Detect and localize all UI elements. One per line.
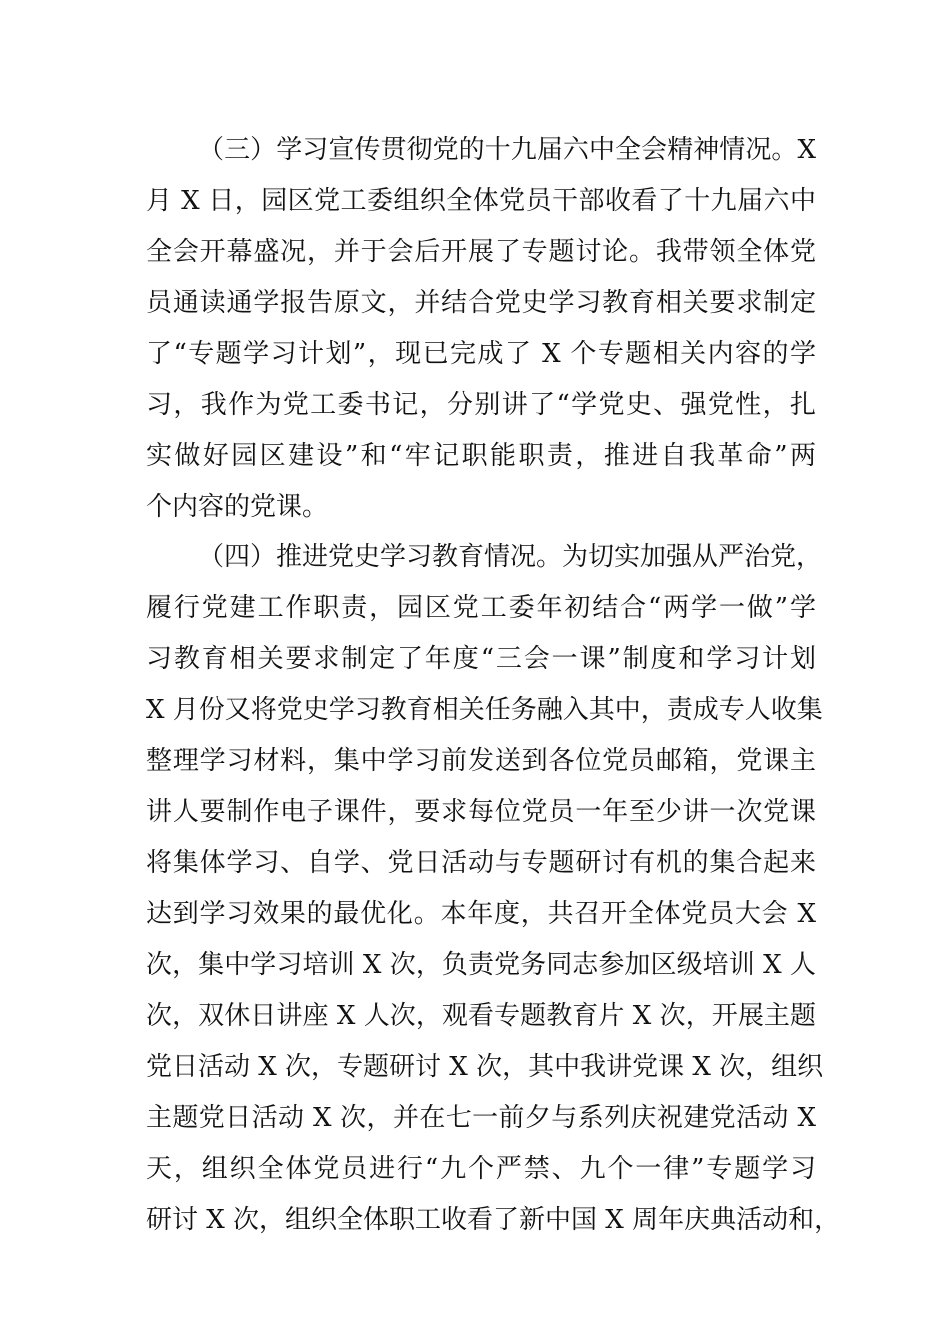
text-line: （四）推进党史学习教育情况。为切实加强从严治党， [198, 542, 823, 572]
text-line: 个内容的党课。 [146, 492, 329, 522]
text-line: 次，双休日讲座 X 人次，观看专题教育片 X 次，开展主题 [146, 1001, 816, 1031]
text-line: 员通读通学报告原文，并结合党史学习教育相关要求制定 [146, 288, 816, 318]
text-line: （三）学习宣传贯彻党的十九届六中全会精神情况。X [198, 135, 816, 165]
text-line: 研讨 X 次，组织全体职工收看了新中国 X 周年庆典活动和， [146, 1205, 841, 1235]
text-line: 次，集中学习培训 X 次，负责党务同志参加区级培训 X 人 [146, 950, 816, 980]
text-line: 履行党建工作职责，园区党工委年初结合“两学一做”学 [146, 593, 816, 623]
text-line: 党日活动 X 次，专题研讨 X 次，其中我讲党课 X 次，组织 [146, 1052, 824, 1082]
text-line: 习，我作为党工委书记，分别讲了“学党史、强党性，扎 [146, 390, 816, 420]
text-line: 习教育相关要求制定了年度“三会一课”制度和学习计划 [146, 644, 816, 674]
text-line: 讲人要制作电子课件，要求每位党员一年至少讲一次党课 [146, 797, 816, 827]
text-line: 月 X 日，园区党工委组织全体党员干部收看了十九届六中 [146, 186, 816, 216]
text-line: 主题党日活动 X 次，并在七一前夕与系列庆祝建党活动 X [146, 1103, 816, 1133]
text-line: 全会开幕盛况，并于会后开展了专题讨论。我带领全体党 [146, 237, 816, 267]
text-line: 实做好园区建设”和“牢记职能职责，推进自我革命”两 [146, 441, 816, 471]
text-line: 整理学习材料，集中学习前发送到各位党员邮箱，党课主 [146, 746, 816, 776]
text-line: 达到学习效果的最优化。本年度，共召开全体党员大会 X [146, 899, 816, 929]
text-line: X 月份又将党史学习教育相关任务融入其中，责成专人收集 [146, 695, 823, 725]
text-line: 将集体学习、自学、党日活动与专题研讨有机的集合起来 [146, 848, 816, 878]
text-line: 天，组织全体党员进行“九个严禁、九个一律”专题学习 [146, 1154, 816, 1184]
text-line: 了“专题学习计划”，现已完成了 X 个专题相关内容的学 [146, 339, 816, 369]
